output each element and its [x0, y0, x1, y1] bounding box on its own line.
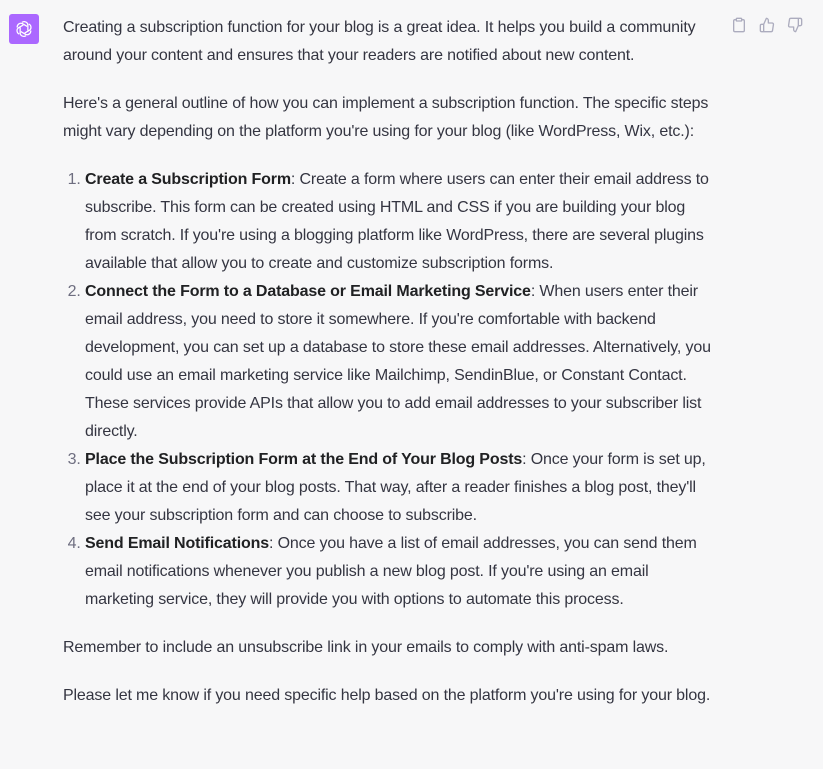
step-title: Place the Subscription Form at the End of Your Blog Posts — [85, 451, 523, 468]
clipboard-icon — [731, 17, 747, 33]
message-closing: Please let me know if you need specific help based on the platform you're using for your blog. — [63, 687, 711, 704]
steps-list — [63, 166, 715, 614]
thumbs-down-button[interactable] — [786, 16, 804, 34]
step-title: Send Email Notifications — [85, 535, 269, 552]
message-reminder: Remember to include an unsubscribe link in your emails to comply with anti-spam laws. — [63, 639, 669, 656]
step-text: : Create a form where users can enter their email address to subscribe. This form can be created using HTML and CSS if you are building your blog from scratch. If you're using a blogging platform like WordPress, there are several plugins available that allow you to create and customize subscription forms. — [85, 171, 709, 272]
step-text: : When users enter their email address, you need to store it somewhere. If you're comfortable with backend development, you can set up a database to store these email addresses. Alternatively, you could use an email marketing service like Mailchimp, SendinBlue, or Constant Contact. These services provide APIs that allow you to add email addresses to your subscriber list directly. — [85, 283, 711, 440]
message-actions — [730, 16, 804, 34]
assistant-message-content — [63, 14, 715, 730]
step-text: : Once your form is set up, place it at the end of your blog posts. That way, after a reader finishes a blog post, they'll see your subscription form and can choose to subscribe. — [85, 451, 706, 524]
list-item — [85, 278, 715, 446]
step-title: Create a Subscription Form — [85, 171, 291, 188]
message-intro: Creating a subscription function for your blog is a great idea. It helps you build a community around your content and ensures that your readers are notified about new content. — [63, 19, 696, 64]
copy-button[interactable] — [730, 16, 748, 34]
thumbs-up-button[interactable] — [758, 16, 776, 34]
step-text: : Once you have a list of email addresses, you can send them email notifications whenever you publish a new blog post. If you're using an email marketing service, they will provide you with options to automate this process. — [85, 535, 697, 608]
thumbs-down-icon — [787, 17, 803, 33]
thumbs-up-icon — [759, 17, 775, 33]
openai-logo-icon — [13, 18, 35, 40]
list-item — [85, 166, 715, 278]
list-item — [85, 446, 715, 530]
step-title: Connect the Form to a Database or Email Marketing Service — [85, 283, 531, 300]
list-item — [85, 530, 715, 614]
assistant-avatar — [9, 14, 39, 44]
message-outline: Here's a general outline of how you can implement a subscription function. The specific steps might vary depending on the platform you're using for your blog (like WordPress, Wix, etc.): — [63, 95, 709, 140]
